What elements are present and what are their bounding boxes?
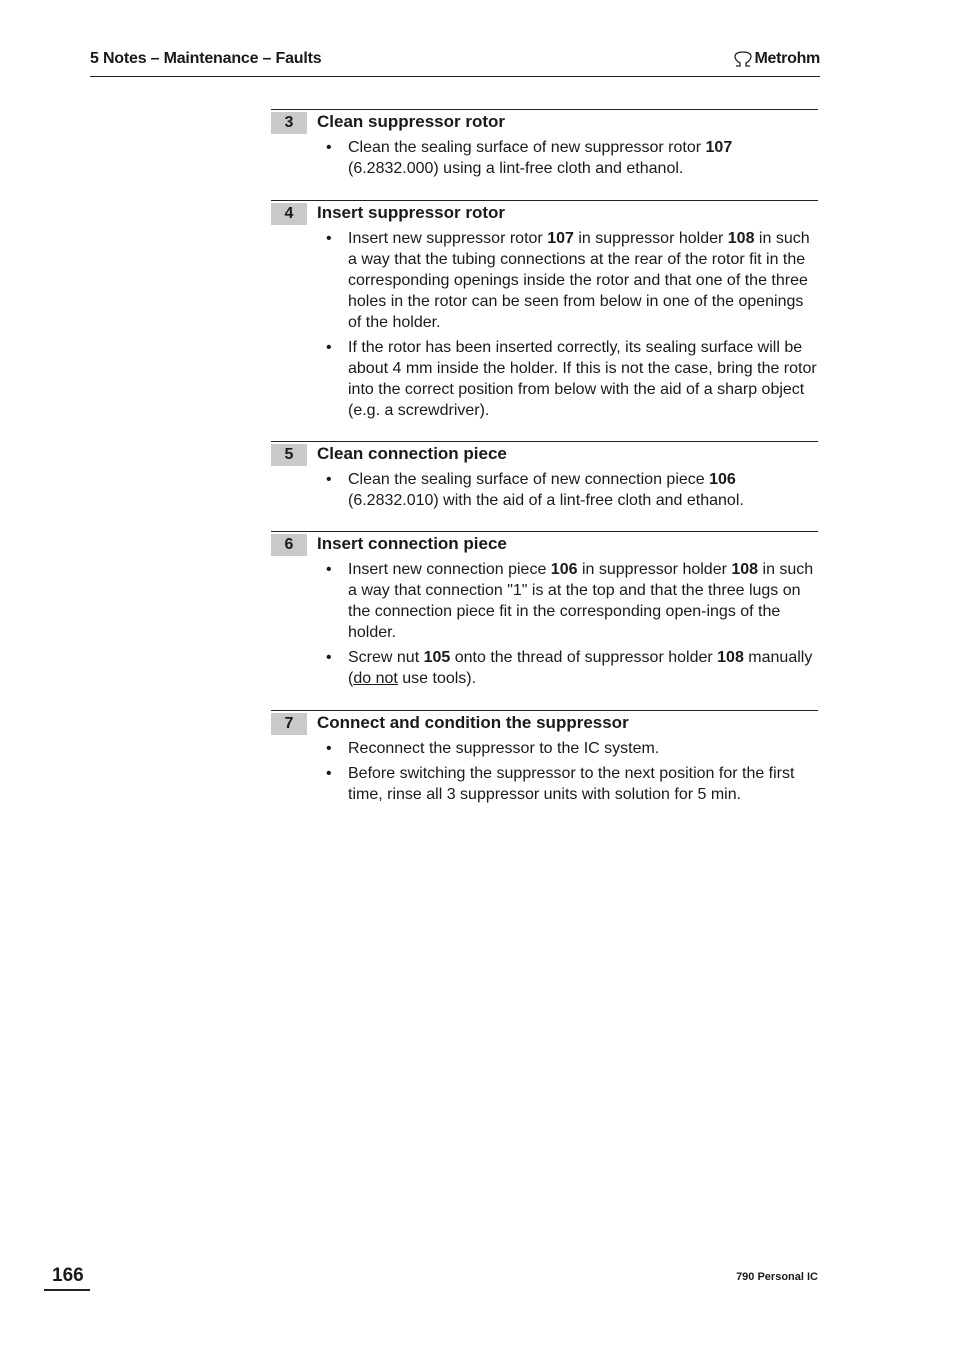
product-name: 790 Personal IC [736,1271,818,1283]
bullet-item: • Clean the sealing surface of new suppressor rotor 107 (6.2832.000) using a lint-free cloth and ethanol. [271,137,818,179]
logo-text: Metrohm [754,50,820,67]
part-ref: 107 [705,139,733,156]
step-5 [271,441,818,515]
step-number: 7 [271,713,307,735]
part-ref: 106 [550,561,578,578]
page-number: 166 [44,1265,90,1291]
step-title: Clean connection piece [317,444,507,463]
step-title: Connect and condition the suppressor [317,713,629,732]
step-3 [271,109,818,183]
bullet-item: • Reconnect the suppressor to the IC system. [271,738,818,759]
bullet-item: • Clean the sealing surface of new connection piece 106 (6.2832.010) with the aid of a lint-free cloth and ethanol. [271,469,818,511]
omega-icon [733,51,753,67]
metrohm-logo [733,50,820,68]
step-number: 6 [271,534,307,556]
step-title: Insert suppressor rotor [317,203,505,222]
emphasis-underline: do not [353,670,398,687]
bullet-item: • If the rotor has been inserted correctly, its sealing surface will be about 4 mm inside the holder. If this is not the case, bring the rotor into the correct position from below with the aid of a sharp object (e.g. a screwdriver). [271,337,818,421]
step-number: 5 [271,444,307,466]
part-ref: 106 [709,471,736,488]
step-4 [271,200,818,425]
step-number: 3 [271,112,307,134]
part-ref: 105 [423,649,451,666]
step-title: Clean suppressor rotor [317,112,505,131]
step-number: 4 [271,203,307,225]
step-7 [271,710,818,809]
part-ref: 107 [547,230,574,247]
bullet-item: • Screw nut 105 onto the thread of suppressor holder 108 manually (do not use tools). [271,647,818,689]
bullet-item: • Before switching the suppressor to the next position for the first time, rinse all 3 suppressor units with solution for 5 min. [271,763,818,805]
bullet-item: • Insert new connection piece 106 in suppressor holder 108 in such a way that connection "1" is at the top and that the three lugs on the connection piece fit in the corresponding open-ings of the holder. [271,559,818,643]
page-header [90,50,820,77]
chapter-title: 5 Notes – Maintenance – Faults [90,50,322,67]
part-ref: 108 [731,561,759,578]
bullet-item: • Insert new suppressor rotor 107 in suppressor holder 108 in such a way that the tubing connections at the rear of the rotor fit in the corresponding openings inside the rotor and that one of the three holes in the rotor can be seen from below in one of the openings of the holder. [271,228,818,333]
step-title: Insert connection piece [317,534,507,553]
step-6 [271,531,818,693]
part-ref: 108 [717,649,744,666]
part-ref: 108 [727,230,755,247]
